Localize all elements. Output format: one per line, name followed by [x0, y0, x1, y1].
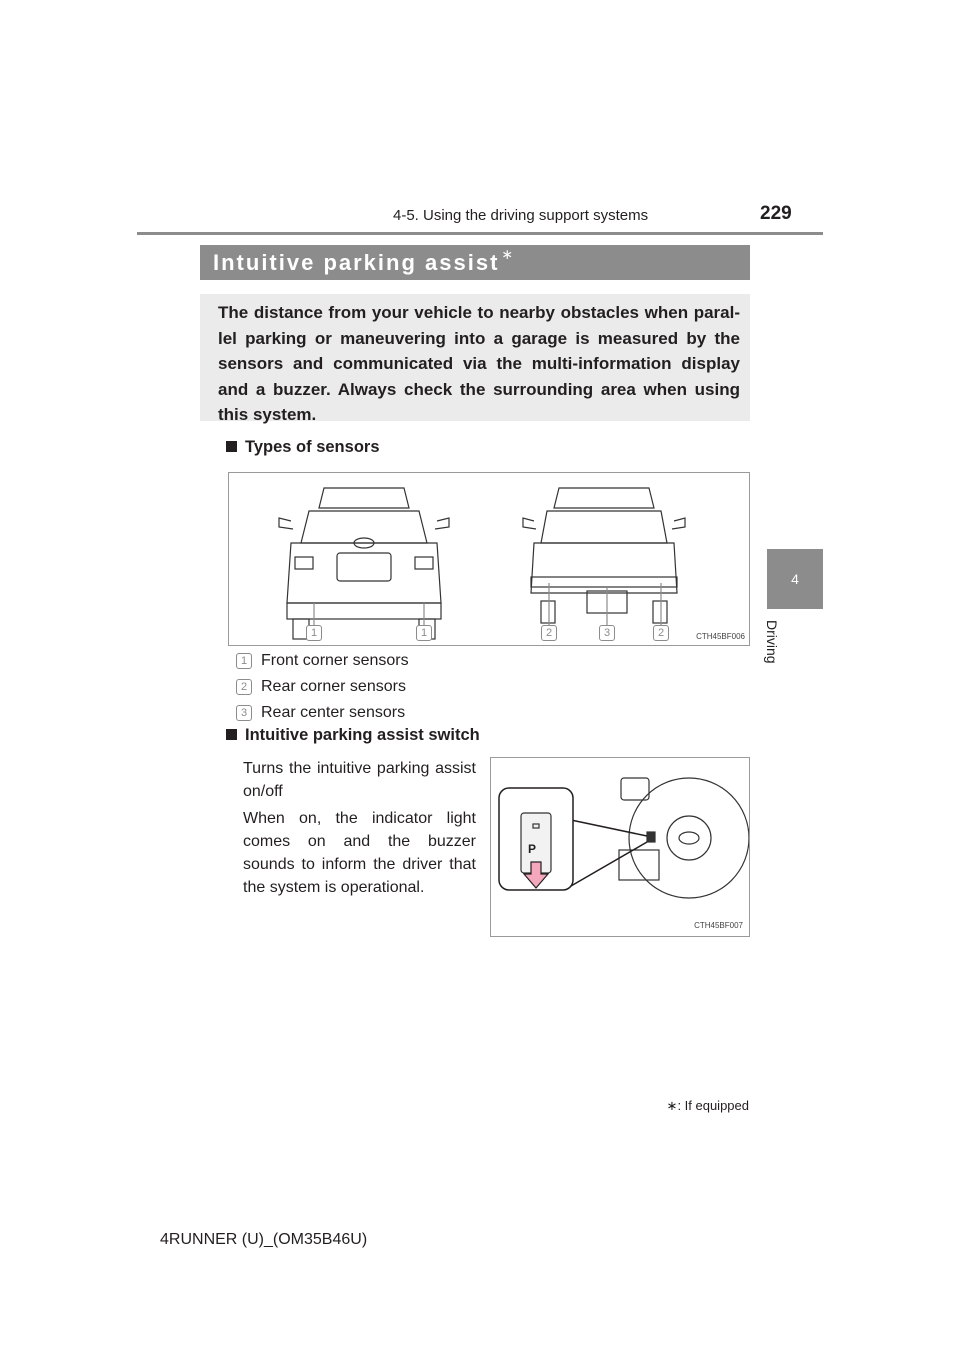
front-left-headlight: [295, 557, 313, 569]
footnote-mark: ∗: [666, 1098, 678, 1113]
parking-assist-switch-label: P: [528, 842, 537, 856]
switch-figure: [490, 757, 750, 937]
page-number: 229: [760, 203, 792, 224]
section-title: 4-5. Using the driving support systems: [393, 207, 649, 224]
rear-left-mirror: [523, 518, 536, 529]
sensors-figure: [228, 472, 750, 646]
callout-front-left: 1: [306, 625, 322, 641]
rear-left-wheel: [541, 601, 555, 623]
legend-front-corner: Front corner sensors: [261, 652, 409, 669]
switch-para-1: Turns the intuitive parking assist on/off: [243, 760, 476, 800]
front-bumper: [287, 603, 441, 619]
legend-rear-center: Rear center sensors: [261, 704, 406, 721]
types-heading: [226, 438, 380, 457]
page-title: [213, 246, 514, 276]
footnote: [667, 1098, 749, 1114]
page-title-text: Intuitive parking assist: [213, 250, 500, 275]
rear-roof: [554, 488, 654, 508]
footnote-text: : If equipped: [677, 1098, 749, 1113]
front-body: [287, 543, 441, 603]
front-right-headlight: [415, 557, 433, 569]
legend-num-2: 2: [236, 679, 252, 695]
front-roof: [319, 488, 409, 508]
switch-heading-text: Intuitive parking assist switch: [245, 726, 480, 744]
front-grille: [337, 553, 391, 581]
switch-para-2: When on, the indicator light comes on and the buzzer sounds to inform the driver that the system is operational.: [243, 810, 476, 896]
front-left-mirror: [279, 518, 293, 529]
header-rule: [137, 232, 823, 235]
switch-location-marker: [647, 832, 655, 842]
vehicle-front-rear-illustration: [229, 473, 749, 645]
legend-num-3: 3: [236, 705, 252, 721]
callout-rear-center: 3: [599, 625, 615, 641]
steering-hub: [667, 816, 711, 860]
switch-heading: [226, 726, 480, 745]
chapter-label-wrap: [764, 620, 784, 670]
equipment-mark: ∗: [501, 246, 514, 262]
square-bullet-icon: [226, 729, 237, 740]
rear-body: [531, 543, 677, 593]
callout-rear-left: 2: [541, 625, 557, 641]
square-bullet-icon: [226, 441, 237, 452]
rear-window: [541, 511, 667, 543]
rear-bumper: [531, 577, 677, 587]
chapter-label: Driving: [764, 620, 780, 664]
footer-model: 4RUNNER (U)_(OM35B46U): [160, 1231, 368, 1248]
rear-right-wheel: [653, 601, 667, 623]
callout-rear-right: 2: [653, 625, 669, 641]
steering-emblem: [679, 832, 699, 844]
figure-code: CTH45BF007: [694, 921, 743, 930]
callout-front-right: 1: [416, 625, 432, 641]
legend-num-1: 1: [236, 653, 252, 669]
chapter-number: 4: [791, 571, 799, 587]
intro-text: The distance from your vehicle to nearby obstacles when paral-lel parking or maneuvering into a garage is measured by the sensors and communicated via the multi-information display and a buzzer. Always check the surrounding area when using this system.: [218, 303, 740, 424]
legend-rear-corner: Rear corner sensors: [261, 678, 406, 695]
front-right-mirror: [435, 518, 449, 529]
rear-right-mirror: [672, 518, 685, 529]
figure-code: CTH45BF006: [696, 632, 745, 641]
types-heading-text: Types of sensors: [245, 438, 380, 456]
